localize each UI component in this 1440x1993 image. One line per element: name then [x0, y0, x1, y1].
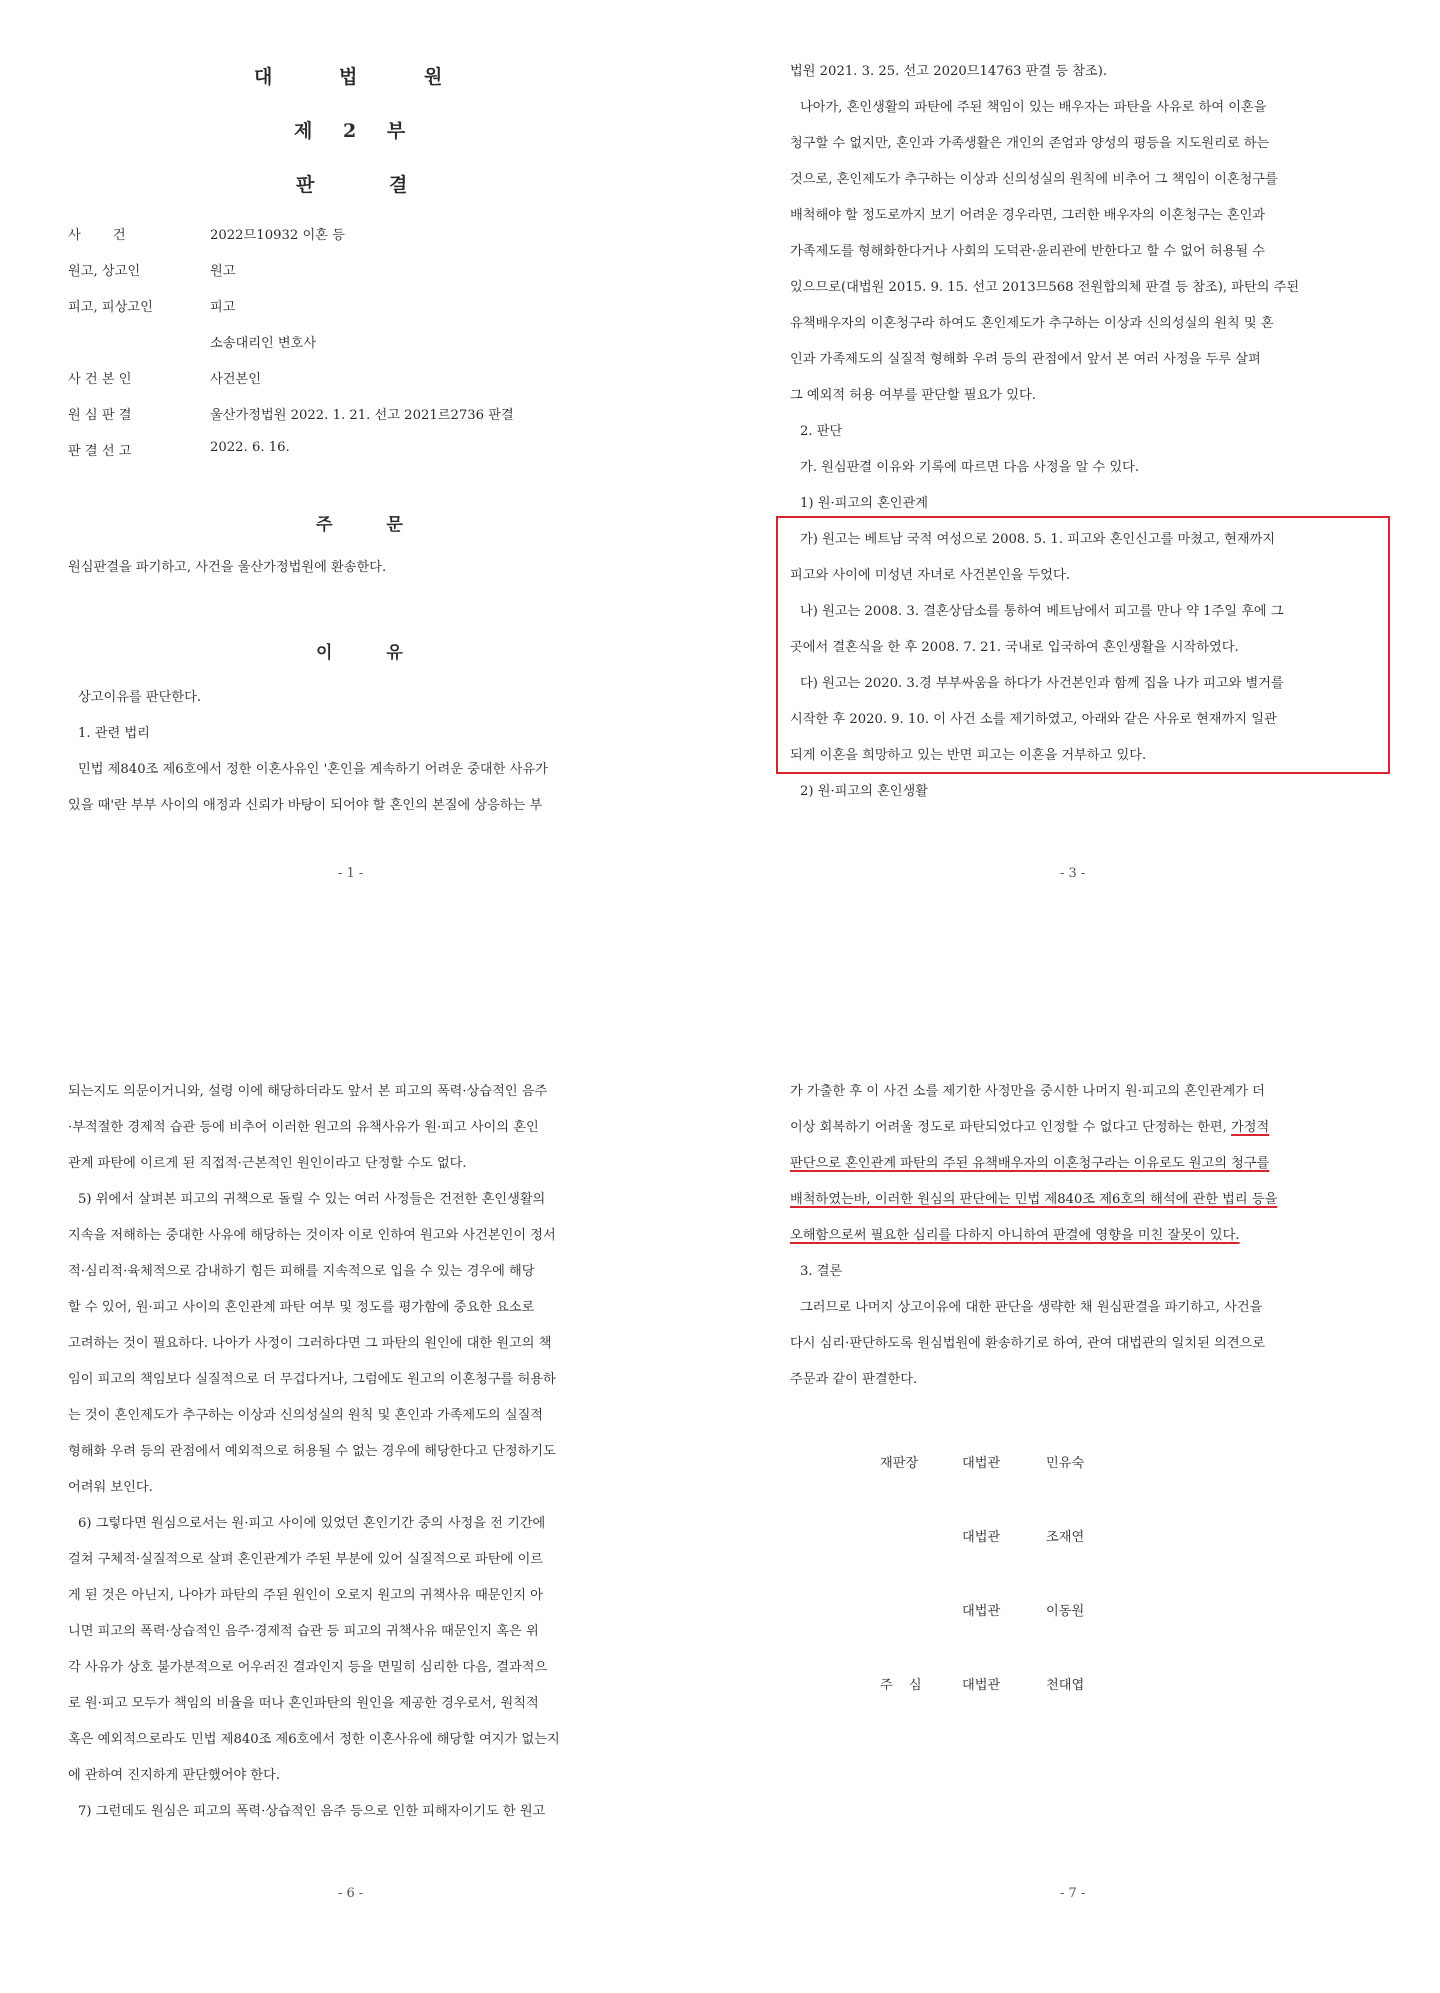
- body-line: 2. 판단: [800, 424, 843, 439]
- body-line: 청구할 수 없지만, 혼인과 가족생활은 개인의 존엄과 양성의 평등을 지도원리로 하는: [790, 136, 1270, 151]
- info-label: 원고, 상고인: [68, 264, 141, 279]
- signature-name: 이동원: [1046, 1604, 1085, 1619]
- info-label: 피고, 피상고인: [68, 300, 153, 315]
- page-3: [790, 40, 1390, 940]
- body-line: 다시 심리·판단하도록 원심법원에 환송하기로 하여, 관여 대법관의 일치된 의견으로: [790, 1336, 1266, 1351]
- body-line: 걸쳐 구체적·실질적으로 살펴 혼인관계가 주된 부분에 있어 실질적으로 파탄에 이르: [68, 1552, 544, 1567]
- body-line: 있을 때'란 부부 사이의 애정과 신뢰가 바탕이 되어야 할 혼인의 본질에 상응하는 부: [68, 798, 543, 813]
- body-line: 6) 그렇다면 원심으로서는 원·피고 사이에 있었던 혼인기간 중의 사정을 전 기간에: [78, 1516, 546, 1531]
- signature-role: 주 심: [880, 1678, 922, 1693]
- body-line: ·부적절한 경제적 습관 등에 비추어 이러한 원고의 유책사유가 원·피고 사이의 혼인: [68, 1120, 539, 1135]
- body-text: 이상 회복하기 어려울 정도로 파탄되었다고 인정할 수 없다고 단정하는 한편,: [790, 1120, 1232, 1135]
- page-number: - 6 -: [338, 1886, 364, 1901]
- info-value: 2022. 6. 16.: [210, 440, 290, 455]
- body-line: 나아가, 혼인생활의 파탄에 주된 책임이 있는 배우자는 파탄을 사유로 하여 이혼을: [800, 100, 1267, 115]
- body-line: 있으므로(대법원 2015. 9. 15. 선고 2013므568 전원합의체 판결 등 참조), 파탄의 주된: [790, 280, 1300, 295]
- jumun-heading: 주 문: [316, 515, 403, 535]
- info-value: 소송대리인 변호사: [210, 336, 317, 351]
- body-line: 는 것이 혼인제도가 추구하는 이상과 신의성실의 원칙 및 혼인과 가족제도의 실질적: [68, 1408, 544, 1423]
- body-line: 각 사유가 상호 불가분적으로 어우러진 결과인지 등을 면밀히 심리한 다음, 결과적으: [68, 1660, 548, 1675]
- page-number: - 7 -: [1060, 1886, 1086, 1901]
- body-line: 가. 원심판결 이유와 기록에 따르면 다음 사정을 알 수 있다.: [800, 460, 1140, 475]
- body-line: 배척해야 할 정도로까지 보기 어려운 경우라면, 그러한 배우자의 이혼청구는 혼인과: [790, 208, 1266, 223]
- body-line: 지속을 저해하는 중대한 사유에 해당하는 것이자 이로 인하여 원고와 사건본인이 정서: [68, 1228, 556, 1243]
- judgment-title: 판 결: [296, 174, 409, 196]
- body-line: 5) 위에서 살펴본 피고의 귀책으로 돌릴 수 있는 여러 사정들은 건전한 혼인생활의: [78, 1192, 546, 1207]
- body-line: [790, 1118, 1269, 1138]
- body-line: 임이 피고의 책임보다 실질적으로 더 무겁다거나, 그럼에도 원고의 이혼청구를 허용하: [68, 1372, 556, 1387]
- court-name: 대 법 원: [254, 66, 444, 88]
- body-line: 가족제도를 형해화한다거나 사회의 도덕관·윤리관에 반한다고 할 수 없어 허용될 수: [790, 244, 1266, 259]
- info-value: 사건본인: [210, 372, 261, 387]
- body-line: 로 원·피고 모두가 책임의 비율을 떠나 혼인파탄의 원인을 제공한 경우로서, 원칙적: [68, 1696, 539, 1711]
- signature-name: 민유숙: [1046, 1456, 1085, 1471]
- info-label: 판 결 선 고: [68, 444, 132, 459]
- body-line: 에 관하여 진지하게 판단했어야 한다.: [68, 1768, 281, 1783]
- signature-name: 조재연: [1046, 1530, 1085, 1545]
- info-label: 사 건 본 인: [68, 372, 132, 387]
- body-line: 고려하는 것이 필요하다. 나아가 사정이 그러하다면 그 파탄의 원인에 대한 원고의 책: [68, 1336, 552, 1351]
- body-line: 나) 원고는 2008. 3. 결혼상담소를 통하여 베트남에서 피고를 만나 약 1주일 후에 그: [800, 604, 1284, 619]
- signature-title: 대법관: [962, 1604, 1001, 1619]
- body-line: 형해화 우려 등의 관점에서 예외적으로 허용될 수 없는 경우에 해당한다고 단정하기도: [68, 1444, 556, 1459]
- body-line: 곳에서 결혼식을 한 후 2008. 7. 21. 국내로 입국하여 혼인생활을 시작하였다.: [790, 640, 1239, 655]
- info-value: 울산가정법원 2022. 1. 21. 선고 2021르2736 판결: [210, 408, 514, 423]
- body-line: 되는지도 의문이거니와, 설령 이에 해당하더라도 앞서 본 피고의 폭력·상습적인 음주: [68, 1084, 548, 1099]
- body-line: 피고와 사이에 미성년 자녀로 사건본인을 두었다.: [790, 568, 1070, 583]
- iyu-heading: 이 유: [316, 643, 403, 663]
- info-label: 사 건: [68, 228, 126, 243]
- body-line: 1) 원·피고의 혼인관계: [800, 496, 929, 511]
- body-line: 상고이유를 판단한다.: [78, 690, 202, 705]
- signature-title: 대법관: [962, 1678, 1001, 1693]
- page-1: [68, 40, 668, 940]
- body-line: 어려워 보인다.: [68, 1480, 153, 1495]
- division-name: 제 2 부: [294, 120, 407, 142]
- signature-title: 대법관: [962, 1456, 1001, 1471]
- info-value: 2022므10932 이혼 등: [210, 228, 345, 243]
- body-line: 가 가출한 후 이 사건 소를 제기한 사정만을 중시한 나머지 원·피고의 혼인관계가 더: [790, 1084, 1265, 1099]
- body-line: 법원 2021. 3. 25. 선고 2020므14763 판결 등 참조).: [790, 64, 1108, 79]
- body-line: 되게 이혼을 희망하고 있는 반면 피고는 이혼을 거부하고 있다.: [790, 748, 1147, 763]
- body-line: 니면 피고의 폭력·상습적인 음주·경제적 습관 등 피고의 귀책사유 때문인지 혹은 위: [68, 1624, 539, 1639]
- body-line: 주문과 같이 판결한다.: [790, 1372, 918, 1387]
- body-line: 다) 원고는 2020. 3.경 부부싸움을 하다가 사건본인과 함께 집을 나가 피고와 별거를: [800, 676, 1284, 691]
- underlined-line: 배척하였는바, 이러한 원심의 판단에는 민법 제840조 제6호의 해석에 관한 법리 등을: [790, 1192, 1278, 1207]
- body-line: 1. 관련 법리: [78, 726, 150, 741]
- signature-title: 대법관: [962, 1530, 1001, 1545]
- body-line: 가) 원고는 베트남 국적 여성으로 2008. 5. 1. 피고와 혼인신고를 마쳤고, 현재까지: [800, 532, 1276, 547]
- body-line: 적·심리적·육체적으로 감내하기 힘든 피해를 지속적으로 입을 수 있는 경우에 해당: [68, 1264, 535, 1279]
- underlined-text: 가정적: [1231, 1120, 1270, 1135]
- page-number: - 1 -: [338, 866, 364, 881]
- signature-name: 천대엽: [1046, 1678, 1085, 1693]
- info-value: 원고: [210, 264, 236, 279]
- page-number: - 3 -: [1060, 866, 1086, 881]
- underlined-line: 판단으로 혼인관계 파탄의 주된 유책배우자의 이혼청구라는 이유로도 원고의 청구를: [790, 1156, 1270, 1171]
- body-line: 게 된 것은 아닌지, 나아가 파탄의 주된 원인이 오로지 원고의 귀책사유 때문인지 아: [68, 1588, 543, 1603]
- body-line: 3. 결론: [800, 1264, 843, 1279]
- body-line: 유책배우자의 이혼청구라 하여도 혼인제도가 추구하는 이상과 신의성실의 원칙 및 혼: [790, 316, 1274, 331]
- body-line: 시작한 후 2020. 9. 10. 이 사건 소를 제기하였고, 아래와 같은 사유로 현재까지 일관: [790, 712, 1277, 727]
- body-line: 그 예외적 허용 여부를 판단할 필요가 있다.: [790, 388, 1036, 403]
- body-line: 그러므로 나머지 상고이유에 대한 판단을 생략한 채 원심판결을 파기하고, 사건을: [800, 1300, 1263, 1315]
- body-line: 인과 가족제도의 실질적 형해화 우려 등의 관점에서 앞서 본 여러 사정을 두루 살펴: [790, 352, 1261, 367]
- body-line: 민법 제840조 제6호에서 정한 이혼사유인 '혼인을 계속하기 어려운 중대한 사유가: [78, 762, 548, 777]
- page-7: [790, 1060, 1390, 1960]
- signature-role: 재판장: [880, 1456, 919, 1471]
- body-line: 2) 원·피고의 혼인생활: [800, 784, 929, 799]
- body-line: 것으로, 혼인제도가 추구하는 이상과 신의성실의 원칙에 비추어 그 책임이 이혼청구를: [790, 172, 1278, 187]
- body-line: 혹은 예외적으로라도 민법 제840조 제6호에서 정한 이혼사유에 해당할 여지가 없는지: [68, 1732, 560, 1747]
- info-value: 피고: [210, 300, 236, 315]
- jumun-text: 원심판결을 파기하고, 사건을 울산가정법원에 환송한다.: [68, 560, 387, 575]
- body-line: 할 수 있어, 원·피고 사이의 혼인관계 파탄 여부 및 정도를 평가함에 중요한 요소로: [68, 1300, 535, 1315]
- underlined-line: 오해함으로써 필요한 심리를 다하지 아니하여 판결에 영향을 미친 잘못이 있다.: [790, 1228, 1240, 1243]
- page-6: [68, 1060, 668, 1960]
- body-line: 관계 파탄에 이르게 된 직접적·근본적인 원인이라고 단정할 수도 없다.: [68, 1156, 467, 1171]
- body-line: 7) 그런데도 원심은 피고의 폭력·상습적인 음주 등으로 인한 피해자이기도 한 원고: [78, 1804, 546, 1819]
- info-label: 원 심 판 결: [68, 408, 132, 423]
